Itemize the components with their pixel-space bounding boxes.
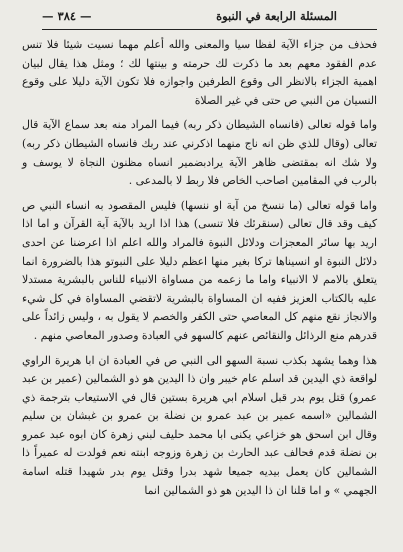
page-body bbox=[22, 36, 377, 546]
paragraph: فحذف من جزاء الآية لفظا سيا والمعنى والله أعلم مهما نسيت شيئا فلا تنس عدم الفقود معهم بعد ما ذكرت لك حرمته و بينتها لك ؛ ومثل هذا يقال لبيان اهمية الجزاء بالانظر الى وقوع الطرفين واجوازه فلا تكون الآية دليلا على وقوع النسيان من النبي ص حتى في غير الصلاة bbox=[22, 38, 377, 107]
chapter-title: المسئلة الرابعة في النبوة bbox=[216, 9, 337, 23]
header-divider bbox=[42, 29, 377, 30]
paragraph: واما قوله تعالى (ما ننسخ من آية او ننسها) فليس المقصود به انساء النبي ص كيف وقد قال تعالى (سنقرئك فلا تنسى) هذا اذا اريد بالآية آية القرآن و اما اذا اريد بها سائر المعجزات ودلائل النبوة فالمراد والله اعلم اذا اعرضنا عن احدى دلائل النبوة او انسيناها تركا بغير منها اعظم دليلا على النبوتو هذا بالضرورة انما يتعلق بالامم لا الانبياء واما ما زعمه من مساواة الانبياء للناس بالبشرية مستدلا عليه بالكتاب العزيز ففيه ان المساواة بالبشرية لاتقضي المساواة في كل شيء والانجاز نقع منهم كل المعاصي حتى الكفر والخصم لا يقول به ، وليس زائداً على قدرهم منع الرذائل والنقائص عنهم كالسهو في العبادة وصدور المعاصي منهم . bbox=[22, 198, 377, 342]
paragraph: هذا وهما يشهد بكذب نسبة السهو الى النبي ص في العبادة ان ابا هريرة الراوي لواقعة ذي اليدين قد اسلم عام خيبر وان ذا اليدين هو ذو الشمالين (عمير بن عبد عمرو) قتل يوم بدر قبل اسلام ابي هريرة بستين قال في الاستيعاب بترجمة ذي الشمالين «اسمه عمير بن عبد عمرو بن نضلة بن عمرو بن غبشان بن سليم وقال ابن اسحق هو خزاعي يكنى ابا محمد حليف لبني زهرة كان ابوه عبد عمرو بن نضلة قدم فحالف عبد الحارث بن زهرة وزوجه ابنته نعم فولدت له عميراً ذا الشمالين كان يعمل بيديه جميعا شهد بدرا وقتل يوم بدر شهيدا قتله اسامة الجهمي » و اما قلنا ان ذا اليدين هو ذو الشمالين انما bbox=[22, 353, 377, 497]
paragraph: واما قوله تعالى (فانساه الشيطان ذكر ربه) فيما المراد منه بعد سماع الآية قال تعالى (وقال للذي ظن انه ناج منهما اذكرني عند ربك فانساه الشيطان ذكر ربه) ولا شك انه بمقتضى ظاهر الآية يرادبضمير انساه مظنون النجاة لا يوسف و بالرب في المقامين اصاحب الخاص فلا ربط لا بالمدعى . bbox=[22, 118, 377, 188]
page-number: — ٣٨٤ — bbox=[42, 9, 92, 23]
running-header bbox=[42, 9, 377, 29]
